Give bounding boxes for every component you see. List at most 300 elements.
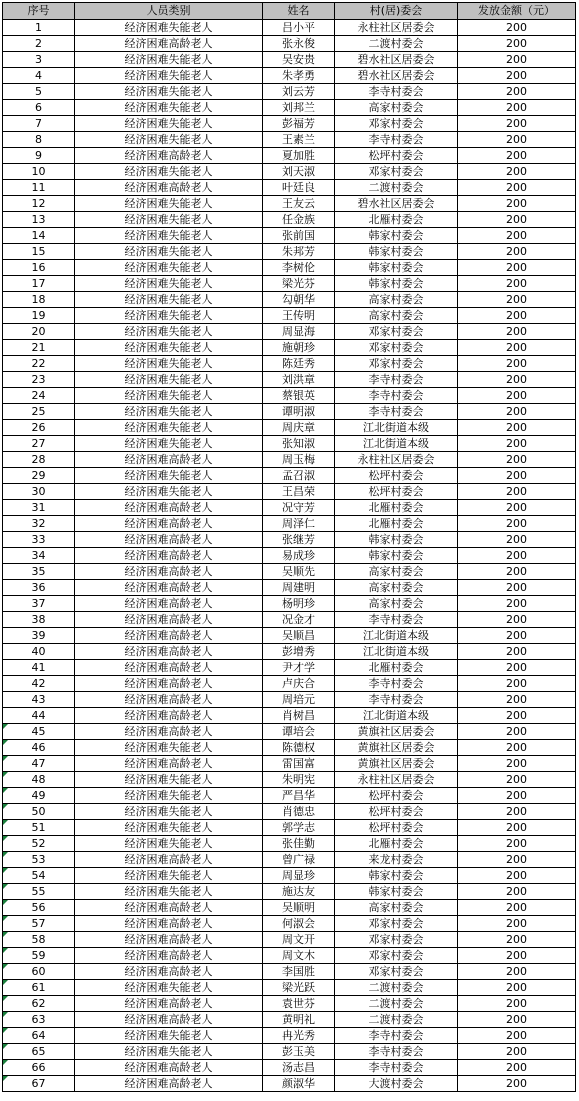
cell-committee[interactable]: 邓家村委会 — [335, 340, 458, 356]
cell-committee[interactable]: 邓家村委会 — [335, 164, 458, 180]
cell-amount[interactable]: 200 — [458, 756, 576, 772]
cell-index[interactable] — [3, 852, 75, 868]
cell-name[interactable]: 吕小平 — [263, 20, 335, 36]
cell-category[interactable]: 经济困难失能老人 — [75, 356, 263, 372]
cell-name[interactable]: 夏加胜 — [263, 148, 335, 164]
cell-name[interactable]: 周玉梅 — [263, 452, 335, 468]
cell-category[interactable]: 经济困难失能老人 — [75, 228, 263, 244]
cell-committee[interactable]: 高家村委会 — [335, 564, 458, 580]
cell-name[interactable]: 王友云 — [263, 196, 335, 212]
cell-amount[interactable]: 200 — [458, 36, 576, 52]
cell-amount[interactable]: 200 — [458, 388, 576, 404]
cell-index[interactable] — [3, 164, 75, 180]
cell-index[interactable] — [3, 804, 75, 820]
cell-index[interactable] — [3, 1076, 75, 1092]
cell-index[interactable] — [3, 228, 75, 244]
cell-index[interactable] — [3, 244, 75, 260]
cell-name[interactable]: 况金才 — [263, 612, 335, 628]
cell-category[interactable]: 经济困难失能老人 — [75, 20, 263, 36]
cell-amount[interactable]: 200 — [458, 308, 576, 324]
cell-category[interactable]: 经济困难高龄老人 — [75, 148, 263, 164]
cell-committee[interactable]: 二渡村委会 — [335, 36, 458, 52]
cell-index[interactable] — [3, 20, 75, 36]
cell-index[interactable] — [3, 484, 75, 500]
cell-index[interactable] — [3, 740, 75, 756]
cell-index[interactable] — [3, 500, 75, 516]
cell-name[interactable]: 吴顺明 — [263, 900, 335, 916]
cell-amount[interactable]: 200 — [458, 996, 576, 1012]
cell-category[interactable]: 经济困难失能老人 — [75, 324, 263, 340]
cell-index[interactable] — [3, 1028, 75, 1044]
cell-committee[interactable]: 李寺村委会 — [335, 692, 458, 708]
cell-amount[interactable]: 200 — [458, 484, 576, 500]
cell-name[interactable]: 施朝珍 — [263, 340, 335, 356]
cell-category[interactable]: 经济困难失能老人 — [75, 308, 263, 324]
cell-index[interactable] — [3, 996, 75, 1012]
cell-index[interactable] — [3, 420, 75, 436]
cell-amount[interactable]: 200 — [458, 84, 576, 100]
cell-amount[interactable]: 200 — [458, 100, 576, 116]
cell-amount[interactable]: 200 — [458, 180, 576, 196]
cell-category[interactable]: 经济困难失能老人 — [75, 772, 263, 788]
cell-category[interactable]: 经济困难失能老人 — [75, 788, 263, 804]
cell-committee[interactable]: 二渡村委会 — [335, 996, 458, 1012]
cell-name[interactable]: 勾朝华 — [263, 292, 335, 308]
cell-committee[interactable]: 李寺村委会 — [335, 132, 458, 148]
cell-name[interactable]: 张继芳 — [263, 532, 335, 548]
cell-committee[interactable]: 高家村委会 — [335, 900, 458, 916]
cell-name[interactable]: 刘天淑 — [263, 164, 335, 180]
cell-committee[interactable]: 韩家村委会 — [335, 244, 458, 260]
cell-amount[interactable]: 200 — [458, 692, 576, 708]
cell-name[interactable]: 卢庆合 — [263, 676, 335, 692]
cell-name[interactable]: 周显海 — [263, 324, 335, 340]
cell-amount[interactable]: 200 — [458, 260, 576, 276]
cell-name[interactable]: 彭玉美 — [263, 1044, 335, 1060]
cell-amount[interactable]: 200 — [458, 404, 576, 420]
cell-category[interactable]: 经济困难失能老人 — [75, 1044, 263, 1060]
cell-amount[interactable]: 200 — [458, 516, 576, 532]
cell-name[interactable]: 任金族 — [263, 212, 335, 228]
cell-index[interactable] — [3, 436, 75, 452]
cell-index[interactable] — [3, 756, 75, 772]
cell-category[interactable]: 经济困难失能老人 — [75, 820, 263, 836]
cell-name[interactable]: 刘云芳 — [263, 84, 335, 100]
cell-category[interactable]: 经济困难失能老人 — [75, 212, 263, 228]
cell-index[interactable] — [3, 884, 75, 900]
cell-index[interactable] — [3, 564, 75, 580]
cell-amount[interactable]: 200 — [458, 500, 576, 516]
cell-category[interactable]: 经济困难高龄老人 — [75, 580, 263, 596]
cell-amount[interactable]: 200 — [458, 468, 576, 484]
cell-committee[interactable]: 黄旗社区居委会 — [335, 724, 458, 740]
cell-amount[interactable]: 200 — [458, 116, 576, 132]
cell-category[interactable]: 经济困难失能老人 — [75, 468, 263, 484]
cell-index[interactable] — [3, 788, 75, 804]
cell-committee[interactable]: 李寺村委会 — [335, 404, 458, 420]
cell-name[interactable]: 谭培会 — [263, 724, 335, 740]
cell-category[interactable]: 经济困难高龄老人 — [75, 852, 263, 868]
cell-name[interactable]: 周泽仁 — [263, 516, 335, 532]
cell-index[interactable] — [3, 964, 75, 980]
cell-index[interactable] — [3, 36, 75, 52]
cell-name[interactable]: 王传明 — [263, 308, 335, 324]
cell-amount[interactable]: 200 — [458, 948, 576, 964]
cell-name[interactable]: 尹才学 — [263, 660, 335, 676]
cell-index[interactable] — [3, 132, 75, 148]
cell-committee[interactable]: 邓家村委会 — [335, 916, 458, 932]
cell-amount[interactable]: 200 — [458, 564, 576, 580]
cell-name[interactable]: 雷国富 — [263, 756, 335, 772]
cell-name[interactable]: 叶廷良 — [263, 180, 335, 196]
cell-amount[interactable]: 200 — [458, 196, 576, 212]
cell-name[interactable]: 周庆章 — [263, 420, 335, 436]
cell-amount[interactable]: 200 — [458, 1012, 576, 1028]
cell-category[interactable]: 经济困难高龄老人 — [75, 996, 263, 1012]
cell-amount[interactable]: 200 — [458, 292, 576, 308]
cell-committee[interactable]: 北雁村委会 — [335, 836, 458, 852]
cell-index[interactable] — [3, 772, 75, 788]
cell-committee[interactable]: 邓家村委会 — [335, 964, 458, 980]
cell-amount[interactable]: 200 — [458, 612, 576, 628]
cell-name[interactable]: 郭学志 — [263, 820, 335, 836]
cell-committee[interactable]: 松坪村委会 — [335, 468, 458, 484]
cell-committee[interactable]: 永柱社区居委会 — [335, 20, 458, 36]
cell-name[interactable]: 吴顺昌 — [263, 628, 335, 644]
cell-category[interactable]: 经济困难失能老人 — [75, 52, 263, 68]
cell-index[interactable] — [3, 52, 75, 68]
cell-committee[interactable]: 松坪村委会 — [335, 820, 458, 836]
cell-committee[interactable]: 黄旗社区居委会 — [335, 756, 458, 772]
cell-amount[interactable]: 200 — [458, 804, 576, 820]
cell-index[interactable] — [3, 820, 75, 836]
cell-amount[interactable]: 200 — [458, 644, 576, 660]
cell-committee[interactable]: 江北街道本级 — [335, 644, 458, 660]
cell-amount[interactable]: 200 — [458, 580, 576, 596]
cell-name[interactable]: 严昌华 — [263, 788, 335, 804]
cell-category[interactable]: 经济困难失能老人 — [75, 244, 263, 260]
cell-amount[interactable]: 200 — [458, 740, 576, 756]
cell-amount[interactable]: 200 — [458, 980, 576, 996]
cell-index[interactable] — [3, 1044, 75, 1060]
cell-committee[interactable]: 松坪村委会 — [335, 484, 458, 500]
cell-amount[interactable]: 200 — [458, 852, 576, 868]
cell-index[interactable] — [3, 212, 75, 228]
cell-category[interactable]: 经济困难高龄老人 — [75, 1060, 263, 1076]
cell-index[interactable] — [3, 708, 75, 724]
cell-category[interactable]: 经济困难高龄老人 — [75, 452, 263, 468]
cell-committee[interactable]: 韩家村委会 — [335, 548, 458, 564]
cell-amount[interactable]: 200 — [458, 436, 576, 452]
cell-name[interactable]: 吴顺先 — [263, 564, 335, 580]
cell-committee[interactable]: 高家村委会 — [335, 308, 458, 324]
cell-category[interactable]: 经济困难失能老人 — [75, 260, 263, 276]
cell-committee[interactable]: 二渡村委会 — [335, 980, 458, 996]
cell-index[interactable] — [3, 1012, 75, 1028]
cell-committee[interactable]: 邓家村委会 — [335, 932, 458, 948]
cell-category[interactable]: 经济困难高龄老人 — [75, 36, 263, 52]
cell-category[interactable]: 经济困难高龄老人 — [75, 964, 263, 980]
cell-index[interactable] — [3, 628, 75, 644]
cell-name[interactable]: 彭增秀 — [263, 644, 335, 660]
cell-name[interactable]: 颜淑华 — [263, 1076, 335, 1092]
cell-index[interactable] — [3, 836, 75, 852]
cell-index[interactable] — [3, 180, 75, 196]
cell-amount[interactable]: 200 — [458, 836, 576, 852]
cell-index[interactable] — [3, 644, 75, 660]
cell-category[interactable]: 经济困难失能老人 — [75, 100, 263, 116]
cell-category[interactable]: 经济困难高龄老人 — [75, 708, 263, 724]
cell-committee[interactable]: 韩家村委会 — [335, 884, 458, 900]
cell-committee[interactable]: 韩家村委会 — [335, 260, 458, 276]
cell-committee[interactable]: 永柱社区居委会 — [335, 772, 458, 788]
cell-index[interactable] — [3, 916, 75, 932]
cell-amount[interactable]: 200 — [458, 532, 576, 548]
cell-committee[interactable]: 邓家村委会 — [335, 324, 458, 340]
cell-name[interactable]: 彭福芳 — [263, 116, 335, 132]
cell-index[interactable] — [3, 692, 75, 708]
cell-amount[interactable]: 200 — [458, 708, 576, 724]
cell-category[interactable]: 经济困难失能老人 — [75, 340, 263, 356]
cell-amount[interactable]: 200 — [458, 1060, 576, 1076]
cell-name[interactable]: 谭明淑 — [263, 404, 335, 420]
cell-category[interactable]: 经济困难失能老人 — [75, 68, 263, 84]
cell-committee[interactable]: 邓家村委会 — [335, 948, 458, 964]
cell-category[interactable]: 经济困难失能老人 — [75, 164, 263, 180]
cell-index[interactable] — [3, 116, 75, 132]
cell-category[interactable]: 经济困难高龄老人 — [75, 628, 263, 644]
cell-name[interactable]: 肖德忠 — [263, 804, 335, 820]
cell-amount[interactable]: 200 — [458, 964, 576, 980]
cell-category[interactable]: 经济困难失能老人 — [75, 372, 263, 388]
cell-name[interactable]: 易成珍 — [263, 548, 335, 564]
cell-committee[interactable]: 二渡村委会 — [335, 1012, 458, 1028]
cell-committee[interactable]: 黄旗社区居委会 — [335, 740, 458, 756]
cell-index[interactable] — [3, 196, 75, 212]
cell-category[interactable]: 经济困难高龄老人 — [75, 932, 263, 948]
cell-index[interactable] — [3, 68, 75, 84]
cell-committee[interactable]: 松坪村委会 — [335, 148, 458, 164]
cell-name[interactable]: 汤志昌 — [263, 1060, 335, 1076]
cell-name[interactable]: 李国胜 — [263, 964, 335, 980]
cell-index[interactable] — [3, 580, 75, 596]
cell-committee[interactable]: 大渡村委会 — [335, 1076, 458, 1092]
cell-index[interactable] — [3, 948, 75, 964]
cell-committee[interactable]: 二渡村委会 — [335, 180, 458, 196]
cell-category[interactable]: 经济困难失能老人 — [75, 884, 263, 900]
cell-amount[interactable]: 200 — [458, 596, 576, 612]
cell-name[interactable]: 王素兰 — [263, 132, 335, 148]
cell-category[interactable]: 经济困难高龄老人 — [75, 532, 263, 548]
cell-committee[interactable]: 李寺村委会 — [335, 84, 458, 100]
cell-index[interactable] — [3, 612, 75, 628]
cell-amount[interactable]: 200 — [458, 1028, 576, 1044]
cell-index[interactable] — [3, 676, 75, 692]
cell-committee[interactable]: 来龙村委会 — [335, 852, 458, 868]
cell-category[interactable]: 经济困难高龄老人 — [75, 180, 263, 196]
cell-amount[interactable]: 200 — [458, 244, 576, 260]
cell-committee[interactable]: 碧水社区居委会 — [335, 68, 458, 84]
cell-committee[interactable]: 高家村委会 — [335, 580, 458, 596]
cell-committee[interactable]: 碧水社区居委会 — [335, 52, 458, 68]
cell-amount[interactable]: 200 — [458, 164, 576, 180]
cell-name[interactable]: 肖树昌 — [263, 708, 335, 724]
cell-category[interactable]: 经济困难高龄老人 — [75, 516, 263, 532]
cell-index[interactable] — [3, 260, 75, 276]
cell-amount[interactable]: 200 — [458, 420, 576, 436]
cell-amount[interactable]: 200 — [458, 228, 576, 244]
cell-index[interactable] — [3, 292, 75, 308]
cell-index[interactable] — [3, 596, 75, 612]
cell-index[interactable] — [3, 388, 75, 404]
cell-index[interactable] — [3, 1060, 75, 1076]
cell-category[interactable]: 经济困难高龄老人 — [75, 1012, 263, 1028]
cell-category[interactable]: 经济困难高龄老人 — [75, 548, 263, 564]
cell-category[interactable]: 经济困难失能老人 — [75, 276, 263, 292]
cell-name[interactable]: 朱邦芳 — [263, 244, 335, 260]
cell-amount[interactable]: 200 — [458, 628, 576, 644]
cell-amount[interactable]: 200 — [458, 20, 576, 36]
cell-category[interactable]: 经济困难高龄老人 — [75, 612, 263, 628]
cell-amount[interactable]: 200 — [458, 788, 576, 804]
cell-amount[interactable]: 200 — [458, 452, 576, 468]
cell-category[interactable]: 经济困难高龄老人 — [75, 756, 263, 772]
cell-amount[interactable]: 200 — [458, 324, 576, 340]
cell-committee[interactable]: 李寺村委会 — [335, 388, 458, 404]
cell-name[interactable]: 王昌荣 — [263, 484, 335, 500]
cell-index[interactable] — [3, 452, 75, 468]
cell-index[interactable] — [3, 724, 75, 740]
cell-amount[interactable]: 200 — [458, 68, 576, 84]
cell-index[interactable] — [3, 868, 75, 884]
cell-name[interactable]: 朱孝勇 — [263, 68, 335, 84]
cell-category[interactable]: 经济困难失能老人 — [75, 196, 263, 212]
cell-category[interactable]: 经济困难失能老人 — [75, 436, 263, 452]
cell-committee[interactable]: 松坪村委会 — [335, 804, 458, 820]
cell-committee[interactable]: 邓家村委会 — [335, 116, 458, 132]
cell-index[interactable] — [3, 324, 75, 340]
cell-name[interactable]: 周建明 — [263, 580, 335, 596]
cell-committee[interactable]: 碧水社区居委会 — [335, 196, 458, 212]
cell-index[interactable] — [3, 900, 75, 916]
cell-committee[interactable]: 北雁村委会 — [335, 500, 458, 516]
cell-name[interactable]: 周文木 — [263, 948, 335, 964]
cell-committee[interactable]: 北雁村委会 — [335, 212, 458, 228]
cell-category[interactable]: 经济困难失能老人 — [75, 116, 263, 132]
cell-index[interactable] — [3, 404, 75, 420]
cell-committee[interactable]: 韩家村委会 — [335, 276, 458, 292]
cell-amount[interactable]: 200 — [458, 548, 576, 564]
cell-amount[interactable]: 200 — [458, 676, 576, 692]
cell-index[interactable] — [3, 100, 75, 116]
cell-category[interactable]: 经济困难高龄老人 — [75, 660, 263, 676]
cell-category[interactable]: 经济困难高龄老人 — [75, 692, 263, 708]
cell-amount[interactable]: 200 — [458, 724, 576, 740]
cell-index[interactable] — [3, 148, 75, 164]
cell-category[interactable]: 经济困难失能老人 — [75, 740, 263, 756]
cell-committee[interactable]: 高家村委会 — [335, 596, 458, 612]
cell-category[interactable]: 经济困难高龄老人 — [75, 900, 263, 916]
cell-amount[interactable]: 200 — [458, 660, 576, 676]
cell-amount[interactable]: 200 — [458, 52, 576, 68]
cell-index[interactable] — [3, 356, 75, 372]
cell-name[interactable]: 周文开 — [263, 932, 335, 948]
cell-name[interactable]: 杨明珍 — [263, 596, 335, 612]
cell-committee[interactable]: 江北街道本级 — [335, 436, 458, 452]
cell-name[interactable]: 施达友 — [263, 884, 335, 900]
cell-category[interactable]: 经济困难失能老人 — [75, 980, 263, 996]
cell-amount[interactable]: 200 — [458, 372, 576, 388]
cell-name[interactable]: 陈廷秀 — [263, 356, 335, 372]
cell-committee[interactable]: 邓家村委会 — [335, 356, 458, 372]
cell-amount[interactable]: 200 — [458, 916, 576, 932]
cell-amount[interactable]: 200 — [458, 884, 576, 900]
cell-category[interactable]: 经济困难失能老人 — [75, 84, 263, 100]
cell-amount[interactable]: 200 — [458, 212, 576, 228]
cell-amount[interactable]: 200 — [458, 340, 576, 356]
cell-committee[interactable]: 李寺村委会 — [335, 1044, 458, 1060]
cell-category[interactable]: 经济困难失能老人 — [75, 836, 263, 852]
cell-index[interactable] — [3, 308, 75, 324]
cell-name[interactable]: 刘邦兰 — [263, 100, 335, 116]
cell-amount[interactable]: 200 — [458, 772, 576, 788]
cell-committee[interactable]: 李寺村委会 — [335, 372, 458, 388]
cell-committee[interactable]: 李寺村委会 — [335, 1028, 458, 1044]
cell-amount[interactable]: 200 — [458, 932, 576, 948]
cell-name[interactable]: 张知淑 — [263, 436, 335, 452]
cell-amount[interactable]: 200 — [458, 1076, 576, 1092]
cell-committee[interactable]: 高家村委会 — [335, 100, 458, 116]
cell-amount[interactable]: 200 — [458, 900, 576, 916]
cell-category[interactable]: 经济困难失能老人 — [75, 804, 263, 820]
cell-category[interactable]: 经济困难失能老人 — [75, 132, 263, 148]
cell-index[interactable] — [3, 372, 75, 388]
cell-index[interactable] — [3, 468, 75, 484]
cell-category[interactable]: 经济困难失能老人 — [75, 292, 263, 308]
cell-category[interactable]: 经济困难高龄老人 — [75, 500, 263, 516]
cell-index[interactable] — [3, 84, 75, 100]
cell-name[interactable]: 朱明宪 — [263, 772, 335, 788]
cell-name[interactable]: 刘洪章 — [263, 372, 335, 388]
cell-category[interactable]: 经济困难高龄老人 — [75, 564, 263, 580]
cell-committee[interactable]: 韩家村委会 — [335, 532, 458, 548]
cell-amount[interactable]: 200 — [458, 820, 576, 836]
cell-committee[interactable]: 李寺村委会 — [335, 612, 458, 628]
cell-index[interactable] — [3, 548, 75, 564]
cell-category[interactable]: 经济困难高龄老人 — [75, 948, 263, 964]
cell-category[interactable]: 经济困难高龄老人 — [75, 1076, 263, 1092]
cell-name[interactable]: 冉光秀 — [263, 1028, 335, 1044]
cell-committee[interactable]: 李寺村委会 — [335, 1060, 458, 1076]
cell-committee[interactable]: 永柱社区居委会 — [335, 452, 458, 468]
cell-name[interactable]: 李树伦 — [263, 260, 335, 276]
cell-amount[interactable]: 200 — [458, 132, 576, 148]
cell-category[interactable]: 经济困难失能老人 — [75, 404, 263, 420]
cell-name[interactable]: 周培元 — [263, 692, 335, 708]
cell-committee[interactable]: 李寺村委会 — [335, 676, 458, 692]
cell-index[interactable] — [3, 340, 75, 356]
cell-committee[interactable]: 江北街道本级 — [335, 628, 458, 644]
cell-name[interactable]: 张前国 — [263, 228, 335, 244]
cell-committee[interactable]: 北雁村委会 — [335, 660, 458, 676]
cell-category[interactable]: 经济困难高龄老人 — [75, 916, 263, 932]
cell-committee[interactable]: 韩家村委会 — [335, 228, 458, 244]
cell-index[interactable] — [3, 276, 75, 292]
cell-name[interactable]: 何淑会 — [263, 916, 335, 932]
cell-committee[interactable]: 北雁村委会 — [335, 516, 458, 532]
cell-name[interactable]: 黄明礼 — [263, 1012, 335, 1028]
cell-category[interactable]: 经济困难高龄老人 — [75, 644, 263, 660]
